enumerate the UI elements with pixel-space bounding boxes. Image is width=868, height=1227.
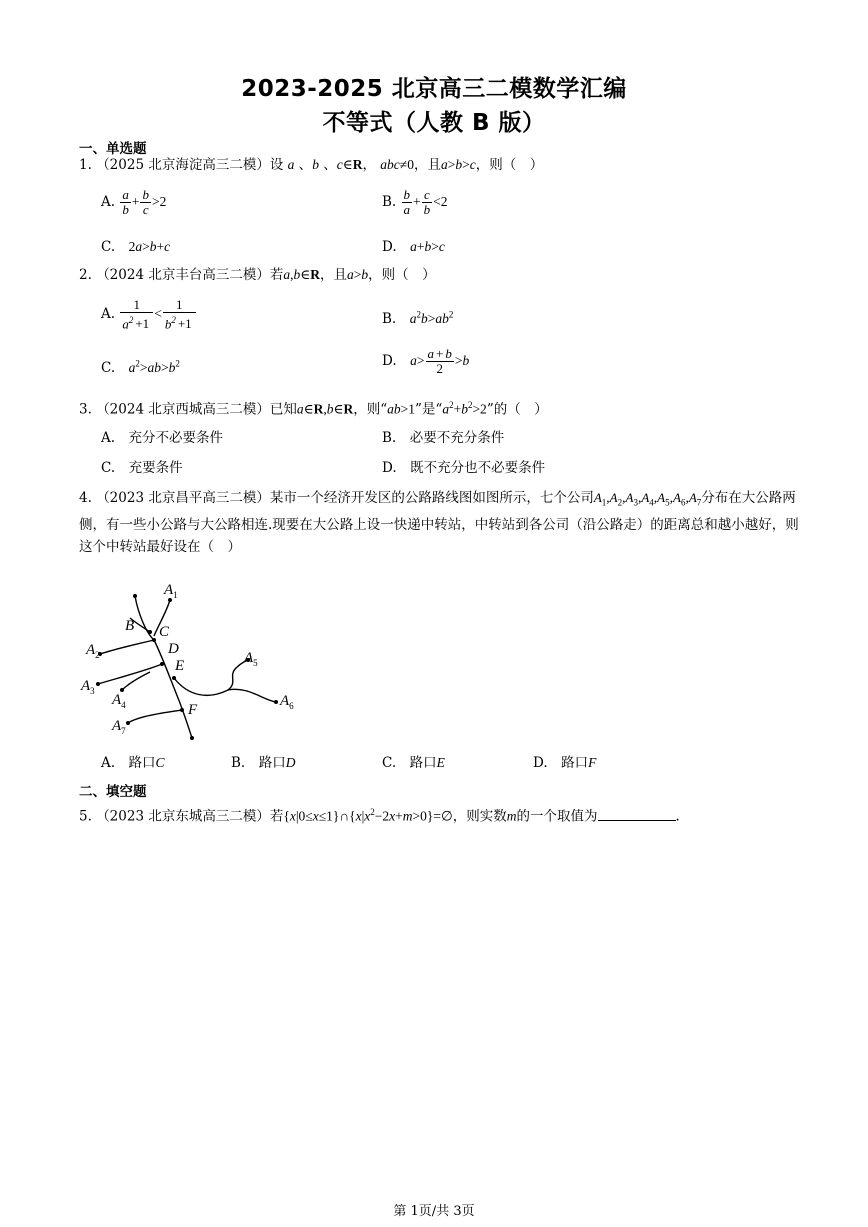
road-map-figure bbox=[78, 578, 308, 748]
option-var: C bbox=[155, 755, 165, 770]
label-d: D bbox=[168, 641, 179, 657]
label-a5: $A_5$ bbox=[244, 650, 258, 668]
answer-blank[interactable] bbox=[598, 806, 676, 821]
question-number: 3. bbox=[79, 401, 92, 418]
label-a7: $A_7$ bbox=[112, 718, 126, 736]
question-4: 4. （2023 北京昌平高三二模）某市一个经济开发区的公路路线图如图所示，七个公司$A_1,A_2,A_3,A_4,A_5,A_6,A_7$分布在大公路两侧，有一些小公路与大公路相连.现要在大公路上设一快递中转站，中转站到各公司（沿公路走）的距离总和越小越好，则这个中转站最好设在（ ） bbox=[79, 490, 799, 555]
option-letter: A. bbox=[101, 194, 116, 210]
option-letter: D. bbox=[382, 353, 397, 369]
question-text: . bbox=[675, 808, 680, 825]
q1-option-b[interactable]: B. $\frac{b}{a}$ + $\frac{c}{b}$ <2 bbox=[382, 187, 448, 217]
document-subtitle: 不等式（人教 B 版） bbox=[322, 110, 546, 136]
q1-option-a[interactable]: A. $\frac{a}{b}$ + $\frac{b}{c}$ >2 bbox=[101, 187, 167, 217]
q4-option-a[interactable] bbox=[101, 751, 165, 771]
option-label: B. 路口 bbox=[231, 755, 286, 771]
question-source: （2025 北京海淀高三二模） bbox=[96, 157, 270, 173]
option-label: A. 路口 bbox=[101, 755, 156, 771]
question-text: ，则“ bbox=[353, 401, 388, 418]
option-letter: B. bbox=[382, 194, 397, 210]
question-text: ，且 bbox=[319, 267, 347, 283]
label-e: E bbox=[175, 658, 185, 674]
question-2: 2. （2024 北京丰台高三二模）若a,b∈R，且a>b，则（ ） bbox=[79, 267, 436, 283]
q3-option-a[interactable]: A. 充分不必要条件 bbox=[101, 430, 224, 446]
question-3: 3. （2024 北京西城高三二模）已知a∈R,b∈R，则“ab>1”是“$a^2+b^2>2$”的（ ） bbox=[79, 400, 548, 418]
q3-option-c[interactable]: C. 充要条件 bbox=[101, 460, 183, 476]
document-title: 2023-2025 北京高三二模数学汇编 bbox=[241, 76, 627, 102]
option-var: E bbox=[436, 755, 445, 770]
label-a1: $A_1$ bbox=[164, 582, 178, 600]
question-source: （2023 北京东城高三二模） bbox=[96, 808, 270, 825]
q2-option-b[interactable]: B. $a^2b>ab^2$ bbox=[382, 309, 454, 327]
label-f: F bbox=[188, 702, 198, 718]
question-number: 1. bbox=[79, 157, 92, 173]
q3-option-d[interactable]: D. 既不充分也不必要条件 bbox=[382, 460, 546, 476]
label-c: C bbox=[159, 624, 170, 640]
question-number: 4. bbox=[79, 490, 92, 506]
page-footer: 第 1页/共 3页 bbox=[393, 1204, 475, 1219]
q2-option-a[interactable]: A. $\frac{1}{a^2 +1}$ < $\frac{1}{b^2 +1}$ bbox=[101, 298, 197, 331]
q4-option-c[interactable] bbox=[382, 751, 445, 771]
q1-option-c[interactable]: C. 2a>b+c bbox=[101, 239, 171, 255]
q1-option-d[interactable]: D. a+b>c bbox=[382, 239, 445, 255]
question-text: 的一个取值为 bbox=[516, 808, 598, 825]
question-text: 分布在大公路两侧，有一些小公路与大公路相连.现要在大公路上设一快递中转站，中转站到各公司（沿公路走）的距离总和越小越好，则这个中转站最好设在（ ） bbox=[79, 490, 799, 555]
label-a3: $A_3$ bbox=[81, 678, 95, 696]
option-letter: C. bbox=[101, 239, 116, 255]
label-a2: $A_2$ bbox=[86, 642, 100, 660]
section-heading-fill-blank: 二、填空题 bbox=[79, 784, 147, 800]
q2-option-d[interactable]: D. a> $\frac{a + b}{2}$ >b bbox=[382, 346, 470, 376]
label-a4: $A_4$ bbox=[112, 692, 126, 710]
question-text: 已知 bbox=[269, 401, 297, 418]
question-text: 设 bbox=[269, 157, 284, 173]
label-a6: $A_6$ bbox=[280, 693, 294, 711]
question-text: ，且 bbox=[413, 157, 441, 173]
section-heading-single-choice: 一、单选题 bbox=[79, 141, 147, 157]
option-label: C. 路口 bbox=[382, 755, 437, 771]
option-letter: B. bbox=[382, 311, 397, 327]
q4-option-d[interactable] bbox=[533, 751, 596, 771]
question-text: 若 bbox=[269, 267, 284, 283]
option-letter: A. bbox=[101, 306, 116, 323]
question-text: 某市一个经济开发区的公路路线图如图所示，七个公司 bbox=[269, 490, 594, 506]
question-5: 5. （2023 北京东城高三二模）若$\{x|0\le x\le 1\}\cap\{x|x^2-2x+m>0\}=\emptyset$，则实数m的一个取值为 . bbox=[79, 807, 680, 825]
question-text: ，则实数 bbox=[452, 808, 507, 825]
label-b: B bbox=[125, 618, 135, 634]
option-letter: C. bbox=[101, 360, 116, 376]
option-var: F bbox=[588, 755, 597, 770]
question-text: ”的（ ） bbox=[486, 401, 548, 418]
q4-option-b[interactable] bbox=[231, 751, 295, 771]
question-number: 5. bbox=[79, 808, 92, 825]
question-source: （2023 北京昌平高三二模） bbox=[96, 490, 270, 506]
q3-option-b[interactable]: B. 必要不充分条件 bbox=[382, 430, 505, 446]
question-source: （2024 北京丰台高三二模） bbox=[96, 267, 270, 283]
question-text: ，则（ ） bbox=[368, 267, 436, 283]
q2-option-c[interactable]: C. $a^2>ab>b^2$ bbox=[101, 358, 180, 376]
question-text: ”是“ bbox=[415, 401, 443, 418]
question-source: （2024 北京西城高三二模） bbox=[96, 401, 270, 418]
question-number: 2. bbox=[79, 267, 92, 283]
question-text: ，则（ ） bbox=[475, 157, 544, 173]
option-letter: D. bbox=[382, 239, 397, 255]
option-var: D bbox=[285, 755, 296, 770]
question-text: 若 bbox=[269, 808, 284, 825]
option-label: D. 路口 bbox=[533, 755, 589, 771]
question-1: 1. （2025 北京海淀高三二模）设 a 、b 、c∈R， abc≠0，且a>b>c，则（ ） bbox=[79, 157, 544, 173]
